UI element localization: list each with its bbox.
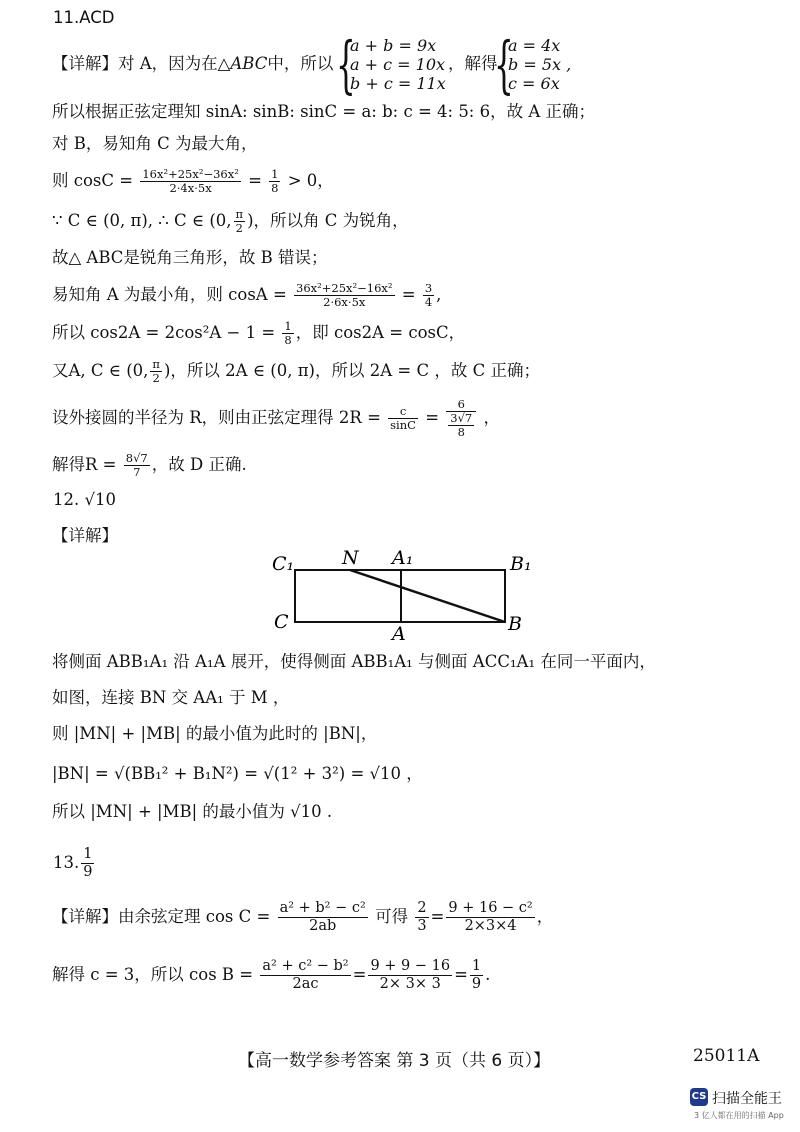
denominator: sinC	[390, 418, 416, 432]
fraction	[140, 168, 240, 195]
denominator: 8	[457, 425, 465, 439]
system-2-eq: b = 5x ,	[508, 55, 572, 74]
text: 所以 cos2A = 2cos²A − 1 =	[52, 323, 276, 342]
fraction	[388, 405, 418, 432]
label-C: C	[274, 611, 289, 633]
denominator: 2ab	[309, 918, 337, 934]
text: ，故 D 正确.	[151, 455, 247, 474]
fraction	[269, 168, 280, 195]
system-1-eq: b + c = 11x	[350, 74, 446, 93]
numerator: 3√7	[450, 411, 473, 425]
fraction	[368, 958, 452, 993]
numerator: 36x²+25x²−16x²	[296, 281, 393, 295]
q11-line4	[52, 168, 334, 195]
numerator: 16x²+25x²−36x²	[142, 167, 239, 181]
fraction	[446, 900, 534, 935]
text: ,	[436, 285, 442, 304]
denominator: 2	[152, 371, 160, 385]
text: 易知角 A 为最小角，则 cosA =	[52, 285, 287, 304]
fraction	[282, 320, 293, 347]
numerator: 1	[271, 167, 279, 181]
text: ，即 cos2A = cosC，	[295, 323, 466, 342]
text: )，所以角 C 为锐角，	[247, 211, 409, 230]
q13-line2	[52, 958, 490, 993]
q12-line1: 将侧面 ABB₁A₁ 沿 A₁A 展开，使得侧面 ABB₁A₁ 与侧面 ACC₁A₁ 在同一平面内，	[52, 652, 656, 671]
fraction	[415, 900, 428, 935]
watermark-name: 扫描全能王	[712, 1091, 782, 1107]
denominator: 9	[471, 976, 482, 992]
denominator: 7	[133, 465, 141, 479]
text: ，	[536, 907, 554, 926]
q13-line1	[52, 900, 553, 935]
numerator: 8√7	[125, 451, 148, 465]
fraction	[423, 282, 434, 309]
text: )，所以 2A ∈ (0, π)，所以 2A = C ，故 C 正确；	[163, 361, 540, 380]
q11-solve: ，解得	[448, 54, 498, 73]
denominator: 4	[424, 295, 433, 309]
q11-line3: 对 B，易知角 C 为最大角，	[52, 134, 258, 153]
watermark-subtitle: 3 亿人都在用的扫描 App	[694, 1111, 784, 1120]
q11-line1-abc: ABC	[230, 54, 268, 73]
numerator: 1	[471, 958, 482, 974]
segment-BN	[350, 570, 505, 622]
q12-line2: 如图，连接 BN 交 AA₁ 于 M ，	[52, 688, 290, 707]
q12-title: 12. √10	[53, 490, 116, 509]
denominator: 8	[271, 181, 279, 195]
label-B: B	[508, 613, 522, 635]
system-1-eq: a + c = 10x	[350, 55, 446, 74]
fraction	[124, 452, 150, 479]
text: =	[248, 171, 262, 190]
text: 解得 c = 3，所以 cos B =	[52, 965, 254, 984]
q11-line1	[52, 52, 333, 76]
text: ∵ C ∈ (0, π), ∴ C ∈ (0,	[52, 211, 232, 230]
system-2-eq: a = 4x	[508, 36, 561, 55]
numerator: 9 + 9 − 16	[370, 958, 451, 974]
fraction	[470, 958, 483, 993]
q11-line5	[52, 208, 409, 235]
q12-line5: 所以 |MN| + |MB| 的最小值为 √10 .	[52, 802, 333, 821]
q11-line11	[52, 452, 247, 479]
system-brace-2: {	[494, 28, 514, 101]
numerator: a² + b² − c²	[279, 900, 366, 916]
label-N: N	[342, 547, 359, 569]
denominator: 2×3×4	[464, 918, 517, 934]
fraction	[260, 958, 350, 993]
text: =	[454, 965, 468, 984]
text: 13.	[53, 853, 80, 872]
numerator: 3	[424, 281, 433, 295]
numerator: π	[152, 357, 160, 371]
text: =	[425, 408, 440, 427]
text: .	[485, 965, 491, 984]
numerator: π	[235, 207, 244, 221]
nested-fraction	[448, 412, 474, 439]
camscanner-icon: CS	[690, 1088, 708, 1106]
system-2-eq: c = 6x	[508, 74, 560, 93]
exam-code: 25011A	[693, 1046, 760, 1066]
denominator: 2·4x·5x	[169, 181, 212, 195]
numerator: c	[388, 405, 418, 419]
page-footer: 【高一数学参考答案 第 3 页（共 6 页）】	[238, 1051, 551, 1071]
q12-line4: |BN| = √(BB₁² + B₁N²) = √(1² + 3²) = √10 ，	[52, 764, 423, 783]
text: 则 cosC =	[52, 171, 134, 190]
q13-title	[53, 846, 96, 881]
denominator: 2ac	[292, 976, 319, 992]
q12-detail: 【详解】	[52, 526, 118, 545]
text: ，	[483, 408, 500, 427]
denominator: 2× 3× 3	[379, 976, 441, 992]
q11-line1-a: 【详解】对 A，因为在△	[52, 54, 231, 73]
q11-line1-b: 中，所以	[267, 54, 334, 73]
numerator: 9 + 16 − c²	[448, 900, 533, 916]
label-A1: A₁	[392, 547, 414, 569]
denominator: 2	[235, 221, 243, 235]
label-C1: C₁	[272, 553, 295, 575]
denominator	[446, 412, 476, 439]
q11-line2: 所以根据正弦定理知 sinA: sinB: sinC = a: b: c = 4: 5: 6，故 A 正确；	[52, 102, 596, 121]
fraction	[446, 398, 476, 439]
numerator: 1	[284, 319, 292, 333]
numerator: a² + c² − b²	[262, 958, 349, 974]
text: 又A, C ∈ (0,	[52, 361, 149, 380]
q11-line8	[52, 320, 465, 347]
numerator: 6	[446, 398, 476, 412]
denominator: 9	[83, 864, 93, 880]
q11-line9	[52, 358, 540, 385]
system-brace-1: {	[336, 28, 356, 101]
system-2	[508, 36, 571, 93]
text: 可得	[375, 907, 409, 926]
numerator: 2	[417, 900, 427, 916]
fraction	[81, 846, 94, 881]
denominator: 2·6x·5x	[323, 295, 366, 309]
text: 设外接圆的半径为 R，则由正弦定理得 2R =	[52, 408, 381, 427]
system-1	[350, 36, 446, 93]
text: =	[401, 285, 416, 304]
text: 【详解】由余弦定理 cos C =	[52, 907, 271, 926]
text: =	[352, 965, 367, 984]
fraction	[150, 358, 162, 385]
q11-line6: 故△ ABC是锐角三角形，故 B 错误；	[52, 248, 328, 267]
unfolded-prism-figure	[262, 540, 552, 650]
label-B1: B₁	[510, 553, 532, 575]
denominator: 3	[417, 918, 427, 934]
q11-line7	[52, 282, 441, 309]
fraction	[234, 208, 246, 235]
q12-line3: 则 |MN| + |MB| 的最小值为此时的 |BN|，	[52, 724, 378, 743]
q11-line10	[52, 398, 500, 439]
fraction	[278, 900, 368, 935]
fraction	[294, 282, 394, 309]
q11-title: 11.ACD	[53, 8, 115, 27]
text: 解得R =	[52, 455, 117, 474]
denominator: 8	[284, 333, 292, 347]
text: =	[430, 907, 445, 926]
numerator: 1	[83, 846, 93, 862]
text: > 0，	[287, 171, 334, 190]
system-1-eq: a + b = 9x	[350, 36, 437, 55]
label-A: A	[392, 623, 406, 645]
